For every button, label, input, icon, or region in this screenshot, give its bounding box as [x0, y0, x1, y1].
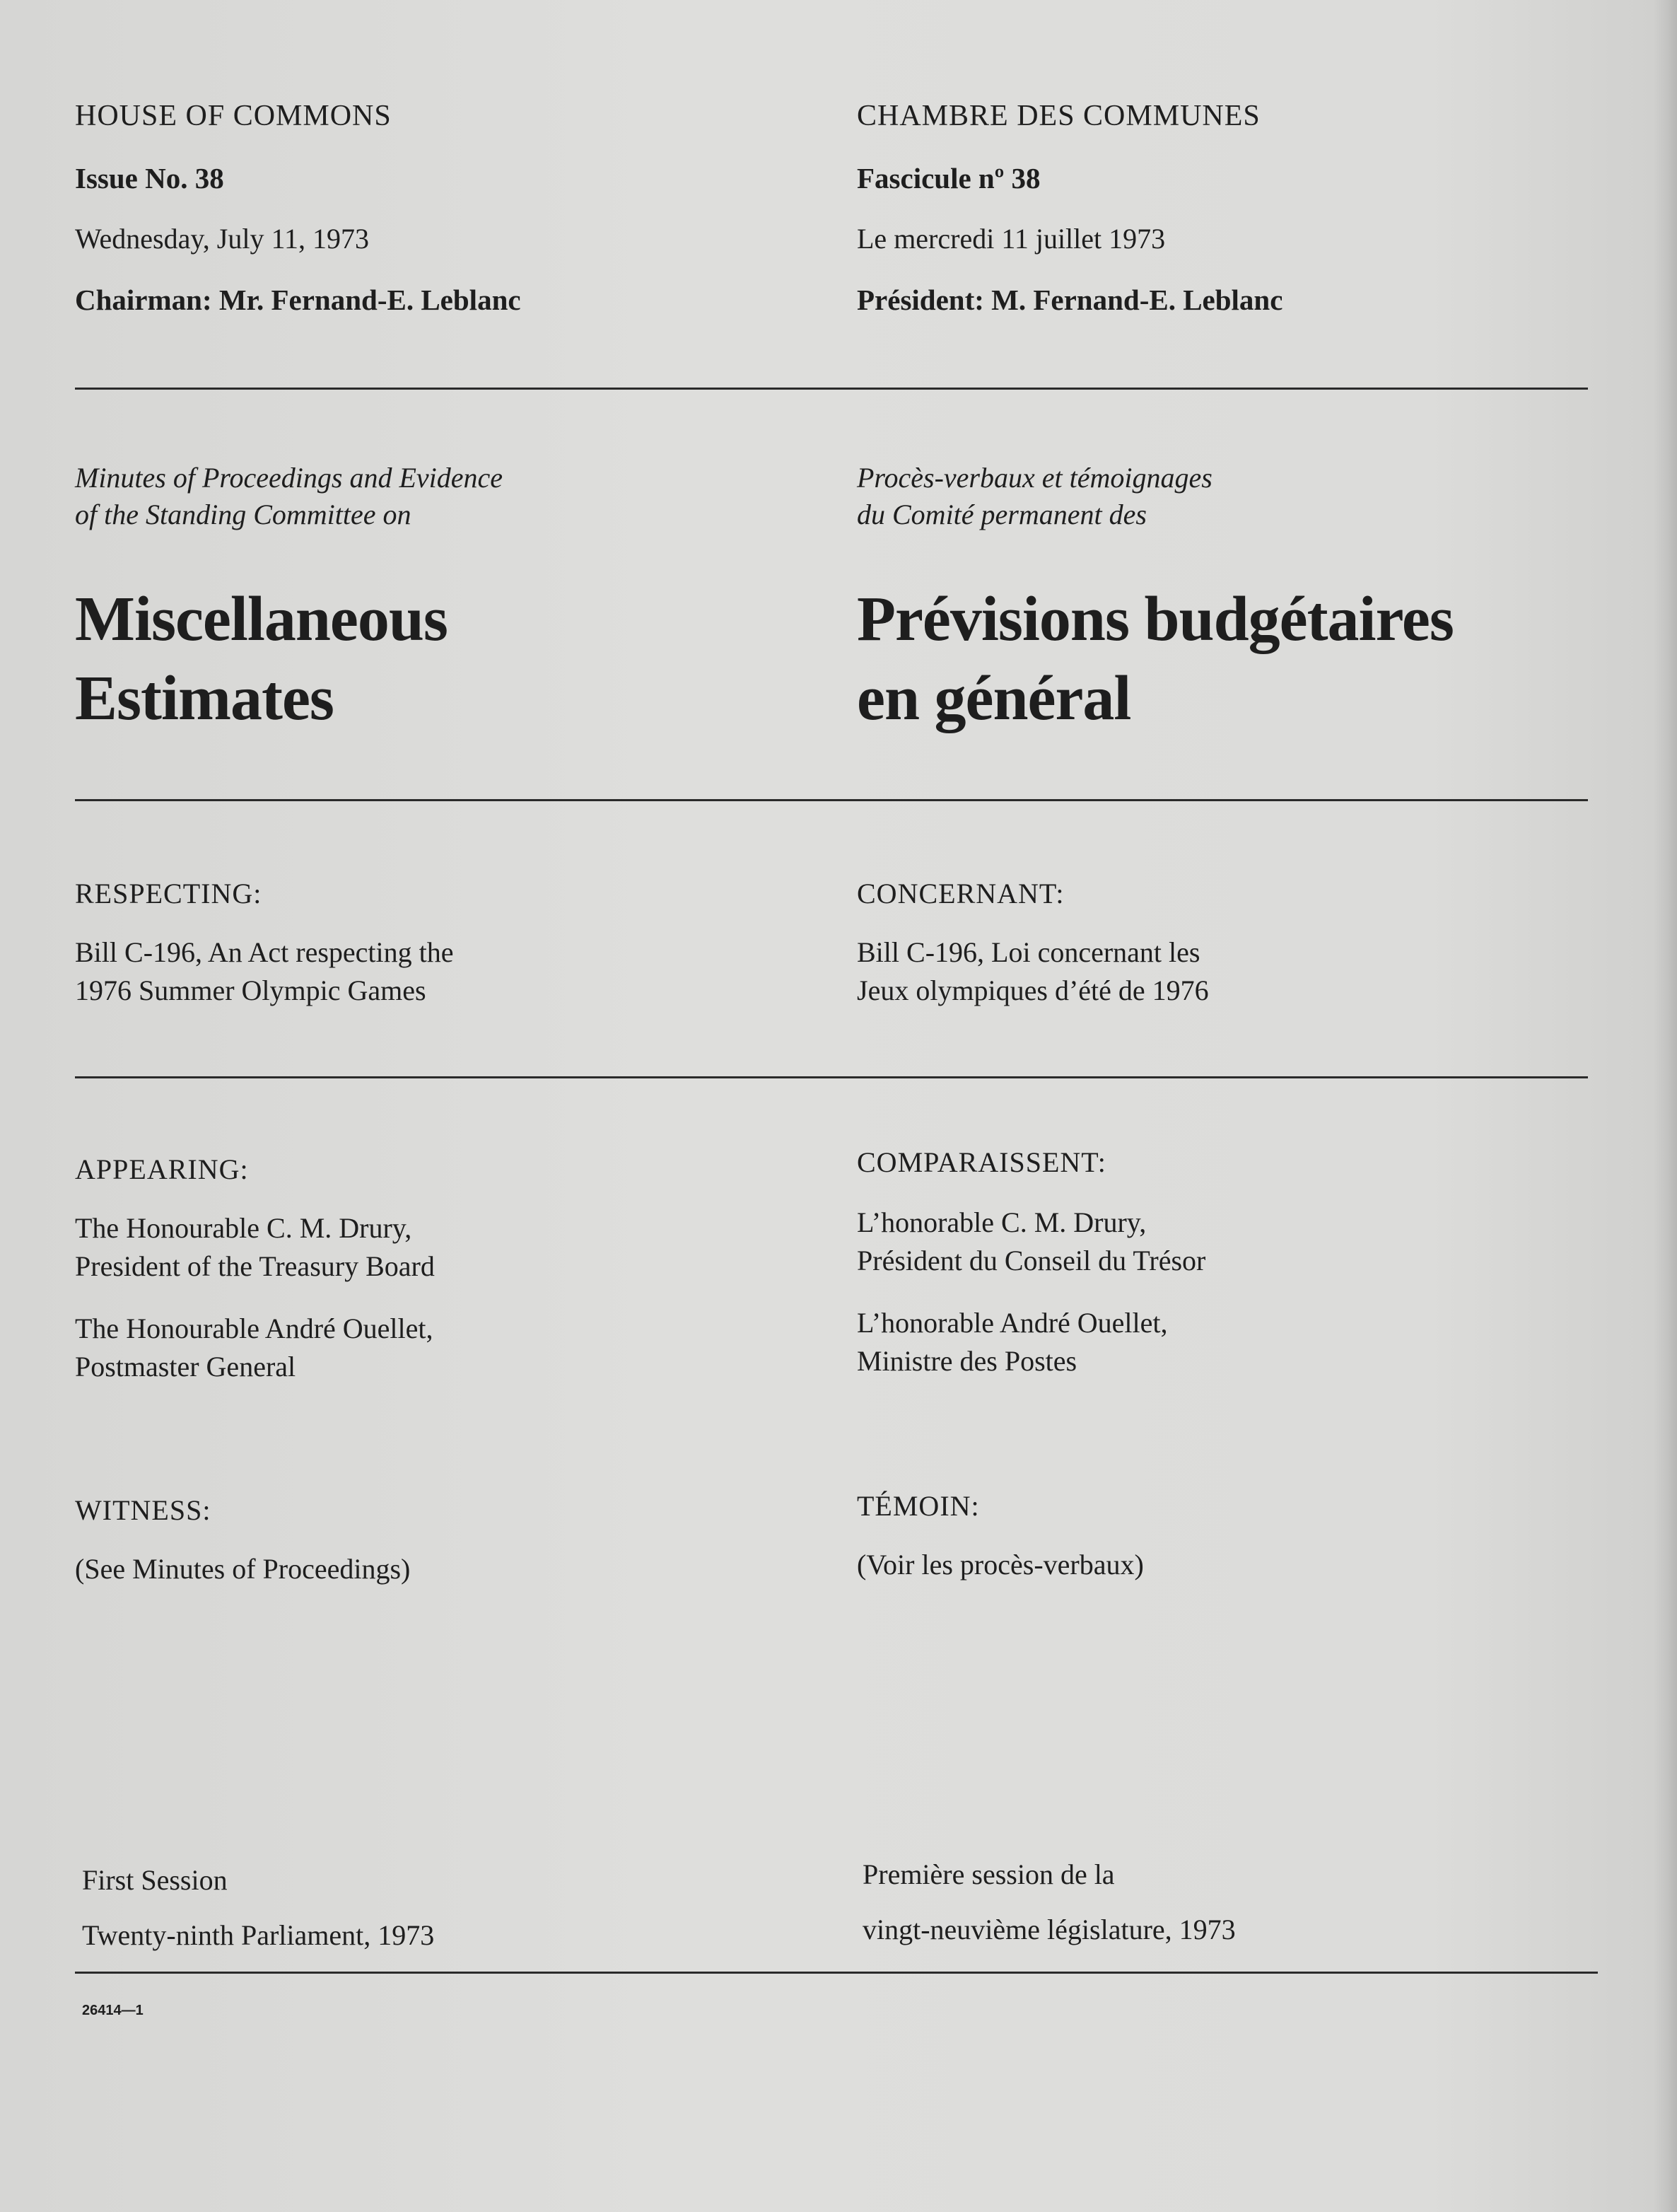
house-title-en: HOUSE OF COMMONS — [75, 100, 392, 132]
committee-name-en-line1: Miscellaneous — [75, 584, 448, 654]
committee-intro-fr — [857, 460, 1213, 533]
committee-name-en-line2: Estimates — [75, 663, 334, 733]
appearing-person1-en-name: The Honourable C. M. Drury, — [75, 1212, 412, 1244]
committee-name-fr-line1: Prévisions budgétaires — [857, 584, 1454, 654]
committee-name-en — [75, 580, 448, 738]
appearing-person1-fr-name: L’honorable C. M. Drury, — [857, 1206, 1147, 1238]
appearing-person2-fr-name: L’honorable André Ouellet, — [857, 1307, 1168, 1339]
meeting-date-fr: Le mercredi 11 juillet 1973 — [857, 223, 1166, 255]
appearing-person2-fr-title: Ministre des Postes — [857, 1345, 1077, 1377]
appearing-person2-en-name: The Honourable André Ouellet, — [75, 1312, 433, 1344]
session-fr — [863, 1847, 1236, 1957]
appearing-person1-en-title: President of the Treasury Board — [75, 1250, 435, 1282]
respecting-text-fr — [857, 933, 1209, 1010]
respecting-fr-line1: Bill C-196, Loi concernant les — [857, 936, 1200, 968]
witness-label-fr: TÉMOIN: — [857, 1490, 980, 1522]
committee-intro-fr-line1: Procès-verbaux et témoignages — [857, 462, 1213, 494]
respecting-text-en — [75, 933, 454, 1010]
session-en-line1: First Session — [82, 1864, 228, 1896]
committee-name-fr — [857, 580, 1454, 738]
committee-intro-en-line2: of the Standing Committee on — [75, 499, 411, 530]
chairman-fr: Président: M. Fernand-E. Leblanc — [857, 284, 1283, 316]
appearing-person2-en-title: Postmaster General — [75, 1351, 296, 1382]
respecting-label-fr: CONCERNANT: — [857, 878, 1065, 909]
divider-rule — [75, 799, 1588, 801]
witness-label-en: WITNESS: — [75, 1494, 211, 1526]
house-title-fr: CHAMBRE DES COMMUNES — [857, 100, 1261, 132]
session-fr-line1: Première session de la — [863, 1858, 1115, 1890]
respecting-en-line2: 1976 Summer Olympic Games — [75, 974, 426, 1006]
page-edge-shadow — [1653, 0, 1677, 2212]
witness-text-en: (See Minutes of Proceedings) — [75, 1553, 411, 1585]
print-code: 26414—1 — [82, 2003, 144, 2018]
appearing-person1-en — [75, 1209, 435, 1286]
session-en — [82, 1853, 434, 1963]
witness-text-fr: (Voir les procès-verbaux) — [857, 1549, 1144, 1581]
chairman-en: Chairman: Mr. Fernand-E. Leblanc — [75, 284, 521, 316]
session-en-line2: Twenty-ninth Parliament, 1973 — [82, 1919, 435, 1951]
meeting-date-en: Wednesday, July 11, 1973 — [75, 223, 369, 255]
appearing-person2-fr — [857, 1304, 1168, 1380]
committee-name-fr-line2: en général — [857, 663, 1131, 733]
committee-intro-fr-line2: du Comité permanent des — [857, 499, 1147, 530]
appearing-person1-fr-title: Président du Conseil du Trésor — [857, 1245, 1206, 1276]
divider-rule — [75, 1076, 1588, 1078]
divider-rule — [75, 388, 1588, 390]
respecting-en-line1: Bill C-196, An Act respecting the — [75, 936, 454, 968]
issue-number-fr: Fascicule nº 38 — [857, 162, 1041, 194]
appearing-person1-fr — [857, 1204, 1205, 1280]
committee-intro-en-line1: Minutes of Proceedings and Evidence — [75, 462, 503, 494]
appearing-label-fr: COMPARAISSENT: — [857, 1146, 1106, 1178]
issue-number-en: Issue No. 38 — [75, 162, 224, 194]
appearing-person2-en — [75, 1310, 433, 1386]
footer-rule — [75, 1972, 1598, 1974]
respecting-label-en: RESPECTING: — [75, 878, 262, 909]
session-fr-line2: vingt-neuvième législature, 1973 — [863, 1914, 1236, 1945]
respecting-fr-line2: Jeux olympiques d’été de 1976 — [857, 974, 1209, 1006]
appearing-label-en: APPEARING: — [75, 1153, 249, 1185]
committee-intro-en — [75, 460, 503, 533]
